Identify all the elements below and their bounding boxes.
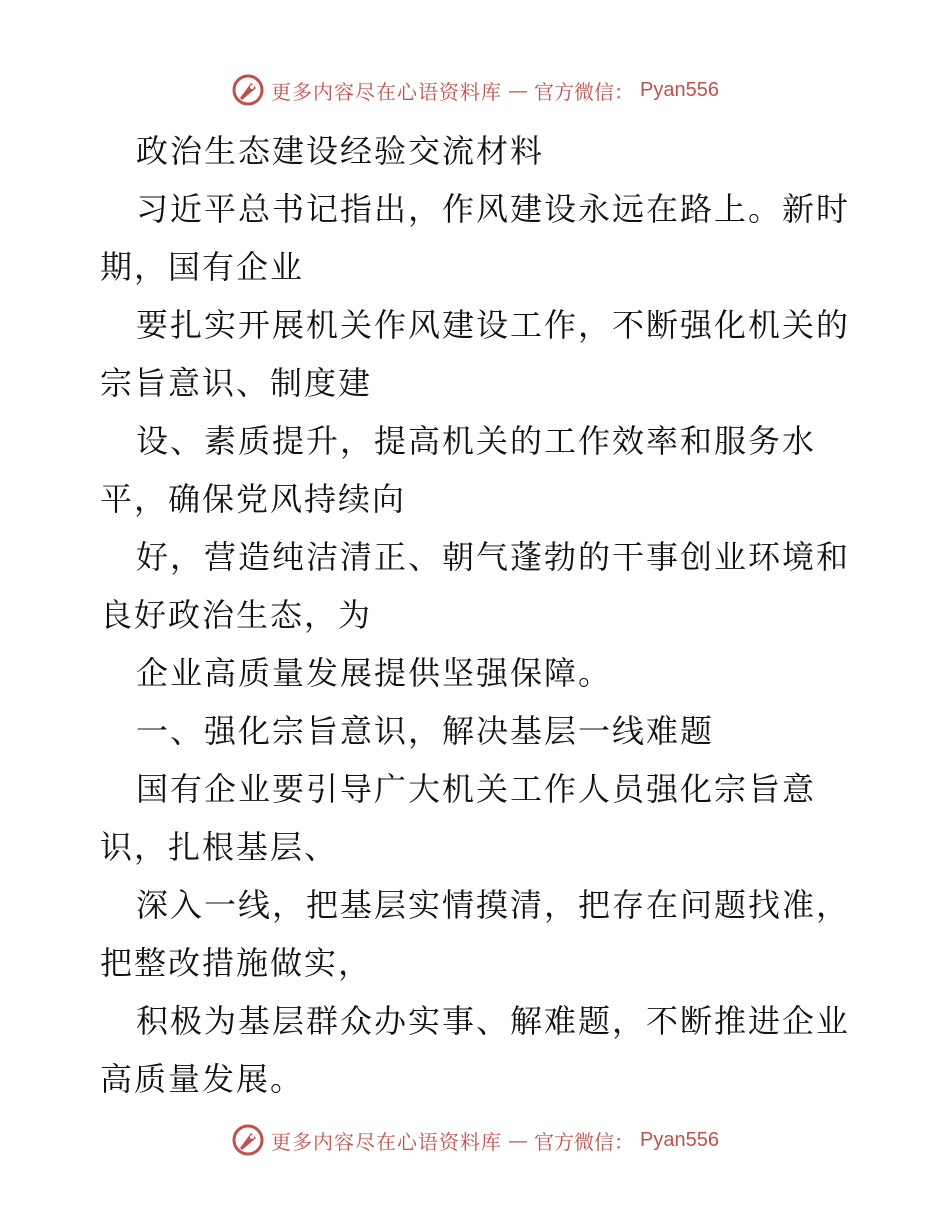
text-line: 平，确保党风持续向 (100, 480, 407, 518)
text-line: 良好政治生态，为 (100, 596, 373, 634)
footer-watermark (0, 1120, 950, 1160)
pen-nib-logo-icon (231, 73, 265, 107)
text-line: 期，国有企业 (100, 248, 305, 286)
watermark-dash: — (508, 1128, 529, 1152)
watermark-label: 官方微信： (534, 79, 635, 104)
text-line: 企业高质量发展提供坚强保障。 (136, 654, 613, 692)
header-watermark (0, 70, 950, 110)
watermark-dash: — (508, 78, 529, 102)
text-line: 高质量发展。 (100, 1060, 305, 1098)
text-line: 设、素质提升，提高机关的工作效率和服务水 (136, 422, 817, 460)
text-line: 国有企业要引导广大机关工作人员强化宗旨意 (136, 770, 817, 808)
watermark-text: 更多内容尽在心语资料库 (271, 1129, 503, 1154)
section-heading: 一、强化宗旨意识，解决基层一线难题 (136, 712, 715, 750)
watermark-label: 官方微信： (534, 1129, 635, 1154)
text-line: 习近平总书记指出，作风建设永远在路上。新时 (136, 190, 851, 228)
document-body (100, 122, 860, 1108)
pen-nib-logo-icon (231, 1123, 265, 1157)
watermark-id: Pyan556 (640, 78, 719, 101)
text-line: 好，营造纯洁清正、朝气蓬勃的干事创业环境和 (136, 538, 851, 576)
text-line: 积极为基层群众办实事、解难题，不断推进企业 (136, 1002, 851, 1040)
text-line: 深入一线，把基层实情摸清，把存在问题找准， (136, 886, 851, 924)
text-line: 把整改措施做实， (100, 944, 373, 982)
watermark-id: Pyan556 (640, 1128, 719, 1151)
document-title: 政治生态建设经验交流材料 (136, 132, 545, 170)
watermark-text: 更多内容尽在心语资料库 (271, 79, 503, 104)
text-line: 宗旨意识、制度建 (100, 364, 373, 402)
text-line: 要扎实开展机关作风建设工作，不断强化机关的 (136, 306, 851, 344)
text-line: 识，扎根基层、 (100, 828, 339, 866)
